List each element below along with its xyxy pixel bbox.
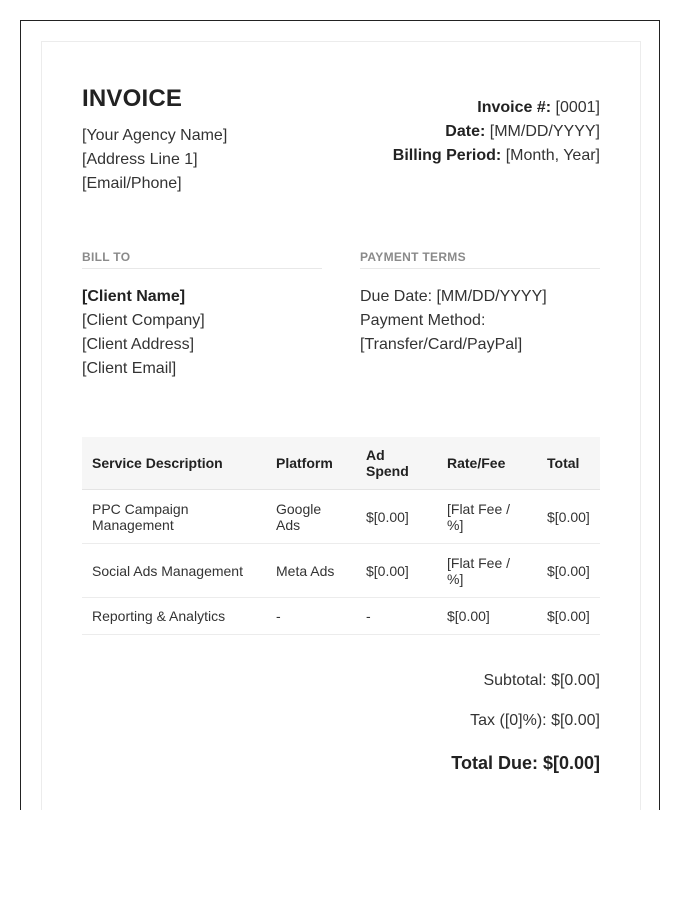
invoice-header (82, 86, 600, 196)
service-total: $[0.00] (537, 490, 600, 544)
service-description: Social Ads Management (82, 544, 266, 598)
billing-period-value: [Month, Year] (505, 147, 600, 164)
service-platform: Meta Ads (266, 544, 356, 598)
client-name: [Client Name] (82, 288, 186, 305)
document-frame (20, 20, 660, 810)
agency-address: [Address Line 1] (82, 151, 198, 168)
invoice-sheet (41, 41, 641, 810)
bill-to-heading: BILL TO (82, 250, 322, 269)
header-platform: Platform (266, 437, 356, 490)
service-rate-fee: [Flat Fee / %] (437, 544, 537, 598)
service-total: $[0.00] (537, 544, 600, 598)
invoice-date-value: [MM/DD/YYYY] (489, 123, 600, 140)
agency-contact: [Email/Phone] (82, 175, 182, 192)
service-rate-fee: [Flat Fee / %] (437, 490, 537, 544)
client-address: [Client Address] (82, 336, 195, 353)
due-date: Due Date: [MM/DD/YYYY] (360, 288, 547, 305)
invoice-date (393, 120, 600, 144)
header-service-description: Service Description (82, 437, 266, 490)
payment-terms-heading: PAYMENT TERMS (360, 250, 600, 269)
payment-method-label: Payment Method: (360, 312, 486, 329)
tax: Tax ([0]%): $[0.00] (470, 712, 600, 729)
billing-period-label: Billing Period: (392, 147, 502, 164)
invoice-number-label: Invoice #: (477, 99, 552, 116)
total-due: Total Due: $[0.00] (451, 753, 600, 773)
bill-to-section (82, 250, 322, 381)
invoice-number-value: [0001] (555, 99, 600, 116)
table-row (82, 490, 600, 544)
service-description: PPC Campaign Management (82, 490, 266, 544)
invoice-content (82, 86, 600, 775)
table-row (82, 598, 600, 635)
client-email: [Client Email] (82, 360, 177, 377)
invoice-title: INVOICE (82, 85, 183, 112)
totals-section (82, 671, 600, 775)
header-rate-fee: Rate/Fee (437, 437, 537, 490)
invoice-meta (393, 96, 600, 168)
header-ad-spend: Ad Spend (356, 437, 437, 490)
service-rate-fee: $[0.00] (437, 598, 537, 635)
service-ad-spend: - (356, 598, 437, 635)
invoice-number (393, 96, 600, 120)
service-ad-spend: $[0.00] (356, 490, 437, 544)
payment-method-value: [Transfer/Card/PayPal] (360, 336, 523, 353)
table-header-row (82, 437, 600, 490)
subtotal: Subtotal: $[0.00] (483, 672, 600, 689)
billing-period (393, 144, 600, 168)
service-description: Reporting & Analytics (82, 598, 266, 635)
service-platform: Google Ads (266, 490, 356, 544)
header-total: Total (537, 437, 600, 490)
table-row (82, 544, 600, 598)
services-table (82, 437, 600, 635)
agency-name: [Your Agency Name] (82, 127, 228, 144)
service-platform: - (266, 598, 356, 635)
agency-block (82, 86, 227, 196)
service-total: $[0.00] (537, 598, 600, 635)
service-ad-spend: $[0.00] (356, 544, 437, 598)
client-company: [Client Company] (82, 312, 205, 329)
invoice-date-label: Date: (445, 123, 486, 140)
payment-terms-section (360, 250, 600, 381)
parties-section (82, 250, 600, 381)
